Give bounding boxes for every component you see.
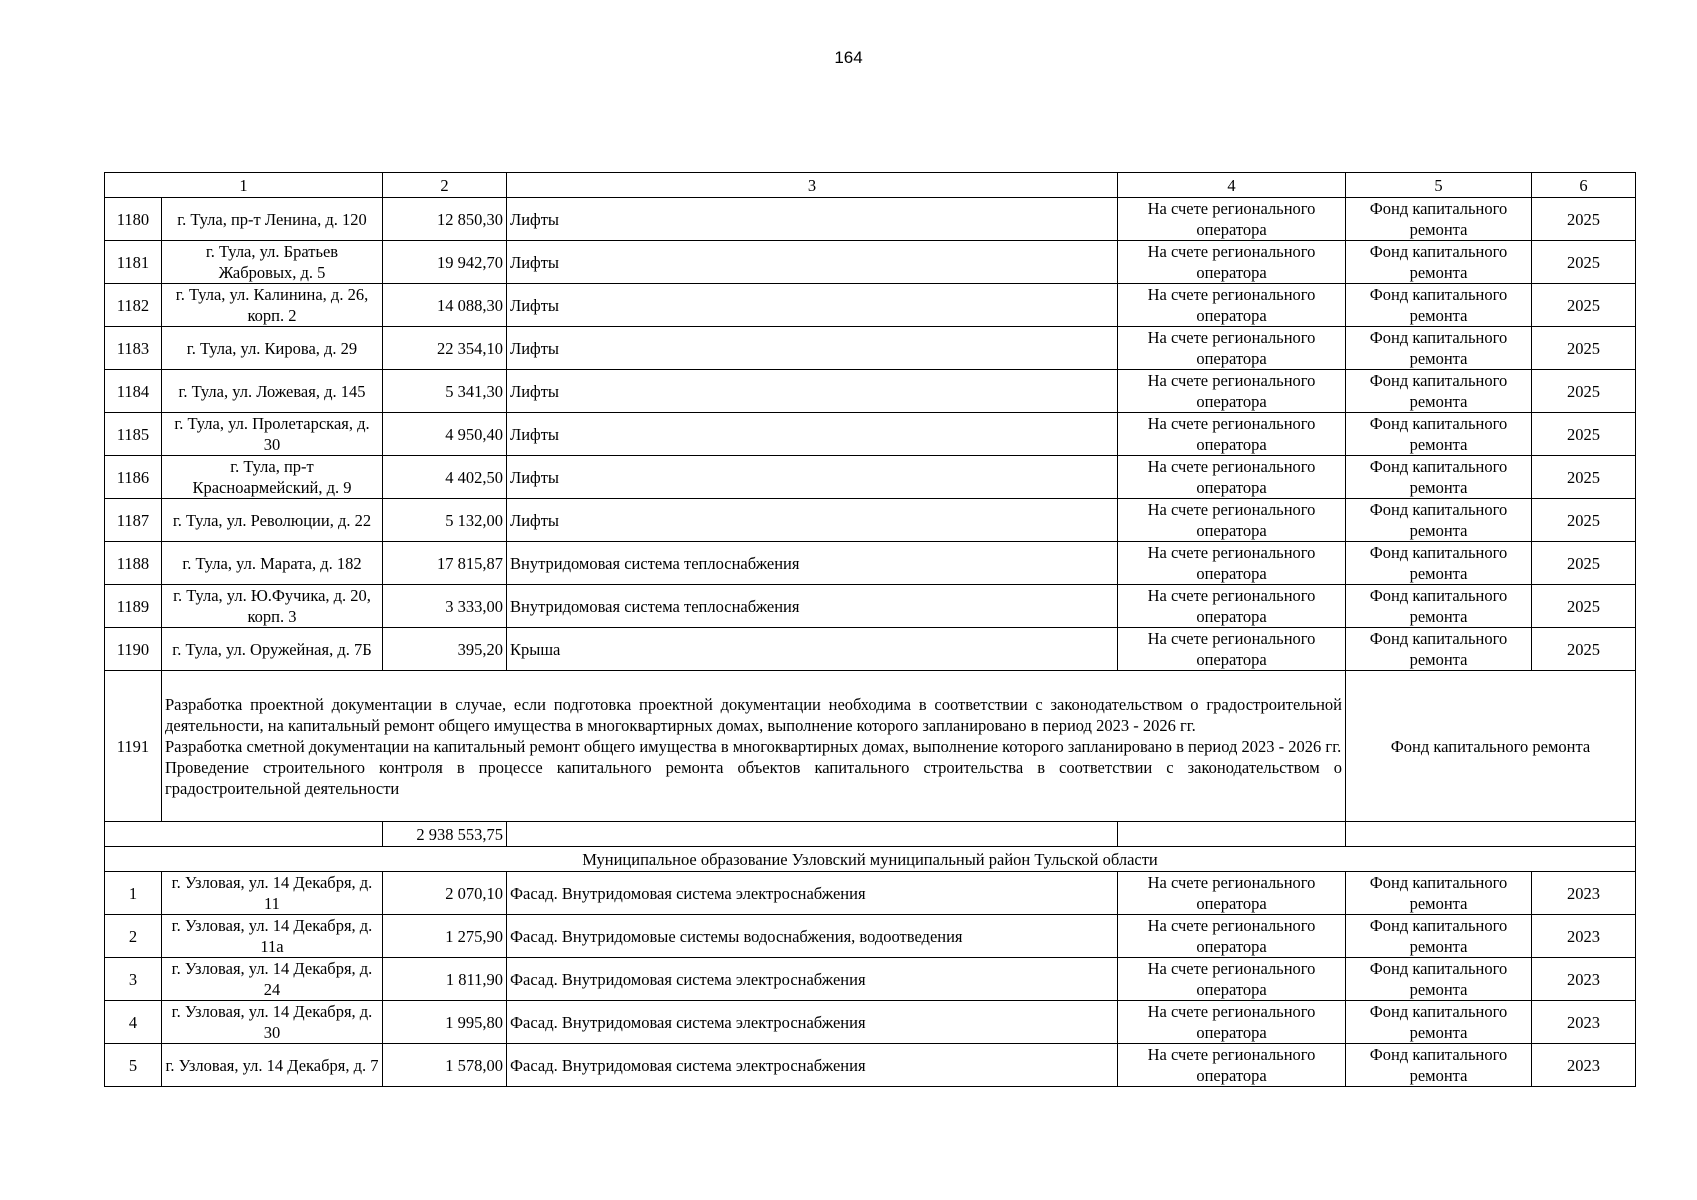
row-number: 1180 xyxy=(105,198,162,241)
account-cell: На счете регионального оператора xyxy=(1118,1001,1346,1044)
header-row xyxy=(105,173,1636,198)
cost-cell: 5 132,00 xyxy=(383,499,507,542)
cost-cell: 17 815,87 xyxy=(383,542,507,585)
account-cell: На счете регионального оператора xyxy=(1118,456,1346,499)
account-cell: На счете регионального оператора xyxy=(1118,327,1346,370)
row-number: 1183 xyxy=(105,327,162,370)
account-cell: На счете регионального оператора xyxy=(1118,198,1346,241)
header-cell: 4 xyxy=(1118,173,1346,198)
row-number: 4 xyxy=(105,1001,162,1044)
table-row xyxy=(105,1001,1636,1044)
year-cell: 2025 xyxy=(1532,241,1636,284)
work-type-cell: Лифты xyxy=(507,370,1118,413)
total-cost: 2 938 553,75 xyxy=(383,822,507,847)
cost-cell: 5 341,30 xyxy=(383,370,507,413)
cost-cell: 1 811,90 xyxy=(383,958,507,1001)
table-row xyxy=(105,872,1636,915)
row-number: 1182 xyxy=(105,284,162,327)
address-cell: г. Узловая, ул. 14 Декабря, д. 24 xyxy=(162,958,383,1001)
page-number: 164 xyxy=(834,48,863,67)
cost-cell: 12 850,30 xyxy=(383,198,507,241)
work-type-cell: Фасад. Внутридомовая система электроснабжения xyxy=(507,1044,1118,1087)
work-description xyxy=(162,671,1346,822)
capital-repair-table xyxy=(104,172,1636,1087)
description-paragraph: Разработка проектной документации в случае, если подготовка проектной документации необходима в соответствии с законодательством о градостроительной деятельности, на капитальный ремонт общего имущества в многоквартирных домах, выполнение которого запланировано в период 2023 - 2026 гг. xyxy=(165,694,1342,735)
row-number: 1188 xyxy=(105,542,162,585)
cost-cell: 4 950,40 xyxy=(383,413,507,456)
address-cell: г. Тула, ул. Ложевая, д. 145 xyxy=(162,370,383,413)
row-number: 1 xyxy=(105,872,162,915)
address-cell: г. Тула, ул. Ю.Фучика, д. 20, корп. 3 xyxy=(162,585,383,628)
year-cell: 2025 xyxy=(1532,499,1636,542)
funding-source-cell: Фонд капитального ремонта xyxy=(1346,915,1532,958)
cost-cell: 4 402,50 xyxy=(383,456,507,499)
cost-cell: 2 070,10 xyxy=(383,872,507,915)
empty-cell xyxy=(507,822,1118,847)
funding-source-cell: Фонд капитального ремонта xyxy=(1346,1044,1532,1087)
year-cell: 2023 xyxy=(1532,1001,1636,1044)
work-type-cell: Лифты xyxy=(507,198,1118,241)
row-number: 5 xyxy=(105,1044,162,1087)
work-type-cell: Лифты xyxy=(507,284,1118,327)
funding-source-cell: Фонд капитального ремонта xyxy=(1346,958,1532,1001)
year-cell: 2023 xyxy=(1532,958,1636,1001)
year-cell: 2023 xyxy=(1532,1044,1636,1087)
funding-source-cell: Фонд капитального ремонта xyxy=(1346,456,1532,499)
total-row xyxy=(105,822,1636,847)
account-cell: На счете регионального оператора xyxy=(1118,915,1346,958)
funding-source-cell: Фонд капитального ремонта xyxy=(1346,284,1532,327)
address-cell: г. Тула, ул. Революции, д. 22 xyxy=(162,499,383,542)
row-number: 1186 xyxy=(105,456,162,499)
empty-cell xyxy=(1118,822,1346,847)
year-cell: 2025 xyxy=(1532,542,1636,585)
work-type-cell: Лифты xyxy=(507,241,1118,284)
row-number: 1184 xyxy=(105,370,162,413)
address-cell: г. Тула, ул. Пролетарская, д. 30 xyxy=(162,413,383,456)
table-row xyxy=(105,958,1636,1001)
header-cell: 5 xyxy=(1346,173,1532,198)
table-row xyxy=(105,542,1636,585)
row-number: 1190 xyxy=(105,628,162,671)
funding-source-cell: Фонд капитального ремонта xyxy=(1346,1001,1532,1044)
address-cell: г. Узловая, ул. 14 Декабря, д. 7 xyxy=(162,1044,383,1087)
work-type-cell: Крыша xyxy=(507,628,1118,671)
work-type-cell: Фасад. Внутридомовые системы водоснабжения, водоотведения xyxy=(507,915,1118,958)
account-cell: На счете регионального оператора xyxy=(1118,284,1346,327)
address-cell: г. Тула, пр-т Красноармейский, д. 9 xyxy=(162,456,383,499)
address-cell: г. Тула, ул. Братьев Жабровых, д. 5 xyxy=(162,241,383,284)
year-cell: 2025 xyxy=(1532,370,1636,413)
cost-cell: 22 354,10 xyxy=(383,327,507,370)
funding-source-cell: Фонд капитального ремонта xyxy=(1346,413,1532,456)
work-type-cell: Внутридомовая система теплоснабжения xyxy=(507,542,1118,585)
table-row xyxy=(105,370,1636,413)
table-row xyxy=(105,456,1636,499)
funding-source-cell: Фонд капитального ремонта xyxy=(1346,370,1532,413)
account-cell: На счете регионального оператора xyxy=(1118,585,1346,628)
table-row xyxy=(105,499,1636,542)
cost-cell: 1 995,80 xyxy=(383,1001,507,1044)
funding-source-cell: Фонд капитального ремонта xyxy=(1346,327,1532,370)
header-cell: 6 xyxy=(1532,173,1636,198)
account-cell: На счете регионального оператора xyxy=(1118,872,1346,915)
funding-source-cell: Фонд капитального ремонта xyxy=(1346,872,1532,915)
address-cell: г. Тула, ул. Калинина, д. 26, корп. 2 xyxy=(162,284,383,327)
account-cell: На счете регионального оператора xyxy=(1118,1044,1346,1087)
address-cell: г. Узловая, ул. 14 Декабря, д. 30 xyxy=(162,1001,383,1044)
year-cell: 2025 xyxy=(1532,585,1636,628)
table-row xyxy=(105,284,1636,327)
address-cell: г. Тула, ул. Марата, д. 182 xyxy=(162,542,383,585)
account-cell: На счете регионального оператора xyxy=(1118,241,1346,284)
account-cell: На счете регионального оператора xyxy=(1118,370,1346,413)
work-type-cell: Лифты xyxy=(507,456,1118,499)
year-cell: 2025 xyxy=(1532,198,1636,241)
cost-cell: 1 275,90 xyxy=(383,915,507,958)
address-cell: г. Узловая, ул. 14 Декабря, д. 11а xyxy=(162,915,383,958)
cost-cell: 19 942,70 xyxy=(383,241,507,284)
row-number: 1185 xyxy=(105,413,162,456)
funding-source-cell: Фонд капитального ремонта xyxy=(1346,585,1532,628)
funding-source-cell: Фонд капитального ремонта xyxy=(1346,241,1532,284)
row-number: 1191 xyxy=(105,671,162,822)
funding-source-cell: Фонд капитального ремонта xyxy=(1346,542,1532,585)
funding-source: Фонд капитального ремонта xyxy=(1346,671,1636,822)
work-type-cell: Фасад. Внутридомовая система электроснабжения xyxy=(507,872,1118,915)
cost-cell: 3 333,00 xyxy=(383,585,507,628)
address-cell: г. Тула, пр-т Ленина, д. 120 xyxy=(162,198,383,241)
funding-source-cell: Фонд капитального ремонта xyxy=(1346,198,1532,241)
section-title: Муниципальное образование Узловский муниципальный район Тульской области xyxy=(105,847,1636,872)
account-cell: На счете регионального оператора xyxy=(1118,958,1346,1001)
year-cell: 2025 xyxy=(1532,413,1636,456)
year-cell: 2023 xyxy=(1532,872,1636,915)
account-cell: На счете регионального оператора xyxy=(1118,499,1346,542)
total-label-cell xyxy=(105,822,383,847)
row-number: 2 xyxy=(105,915,162,958)
table-row xyxy=(105,198,1636,241)
description-paragraph: Проведение строительного контроля в процессе капитального ремонта объектов капитального строительства в соответствии с законодательством о градостроительной деятельности xyxy=(165,757,1342,798)
section-row xyxy=(105,847,1636,872)
cost-cell: 14 088,30 xyxy=(383,284,507,327)
header-cell: 1 xyxy=(105,173,383,198)
account-cell: На счете регионального оператора xyxy=(1118,542,1346,585)
table-row xyxy=(105,327,1636,370)
row-number: 1187 xyxy=(105,499,162,542)
table-row xyxy=(105,915,1636,958)
row-number: 3 xyxy=(105,958,162,1001)
address-cell: г. Узловая, ул. 14 Декабря, д. 11 xyxy=(162,872,383,915)
table-row xyxy=(105,413,1636,456)
year-cell: 2023 xyxy=(1532,915,1636,958)
table-row xyxy=(105,628,1636,671)
year-cell: 2025 xyxy=(1532,327,1636,370)
year-cell: 2025 xyxy=(1532,456,1636,499)
work-type-cell: Лифты xyxy=(507,413,1118,456)
work-type-cell: Лифты xyxy=(507,327,1118,370)
year-cell: 2025 xyxy=(1532,284,1636,327)
funding-source-cell: Фонд капитального ремонта xyxy=(1346,628,1532,671)
table-row-1191 xyxy=(105,671,1636,822)
header-cell: 2 xyxy=(383,173,507,198)
work-type-cell: Фасад. Внутридомовая система электроснабжения xyxy=(507,1001,1118,1044)
header-cell: 3 xyxy=(507,173,1118,198)
table-row xyxy=(105,1044,1636,1087)
table-row xyxy=(105,241,1636,284)
account-cell: На счете регионального оператора xyxy=(1118,413,1346,456)
cost-cell: 1 578,00 xyxy=(383,1044,507,1087)
address-cell: г. Тула, ул. Оружейная, д. 7Б xyxy=(162,628,383,671)
year-cell: 2025 xyxy=(1532,628,1636,671)
row-number: 1181 xyxy=(105,241,162,284)
funding-source-cell: Фонд капитального ремонта xyxy=(1346,499,1532,542)
address-cell: г. Тула, ул. Кирова, д. 29 xyxy=(162,327,383,370)
description-paragraph: Разработка сметной документации на капитальный ремонт общего имущества в многоквартирных домах, выполнение которого запланировано в период 2023 - 2026 гг. xyxy=(165,736,1342,756)
empty-cell xyxy=(1346,822,1636,847)
row-number: 1189 xyxy=(105,585,162,628)
table-row xyxy=(105,585,1636,628)
account-cell: На счете регионального оператора xyxy=(1118,628,1346,671)
work-type-cell: Лифты xyxy=(507,499,1118,542)
work-type-cell: Фасад. Внутридомовая система электроснабжения xyxy=(507,958,1118,1001)
work-type-cell: Внутридомовая система теплоснабжения xyxy=(507,585,1118,628)
cost-cell: 395,20 xyxy=(383,628,507,671)
